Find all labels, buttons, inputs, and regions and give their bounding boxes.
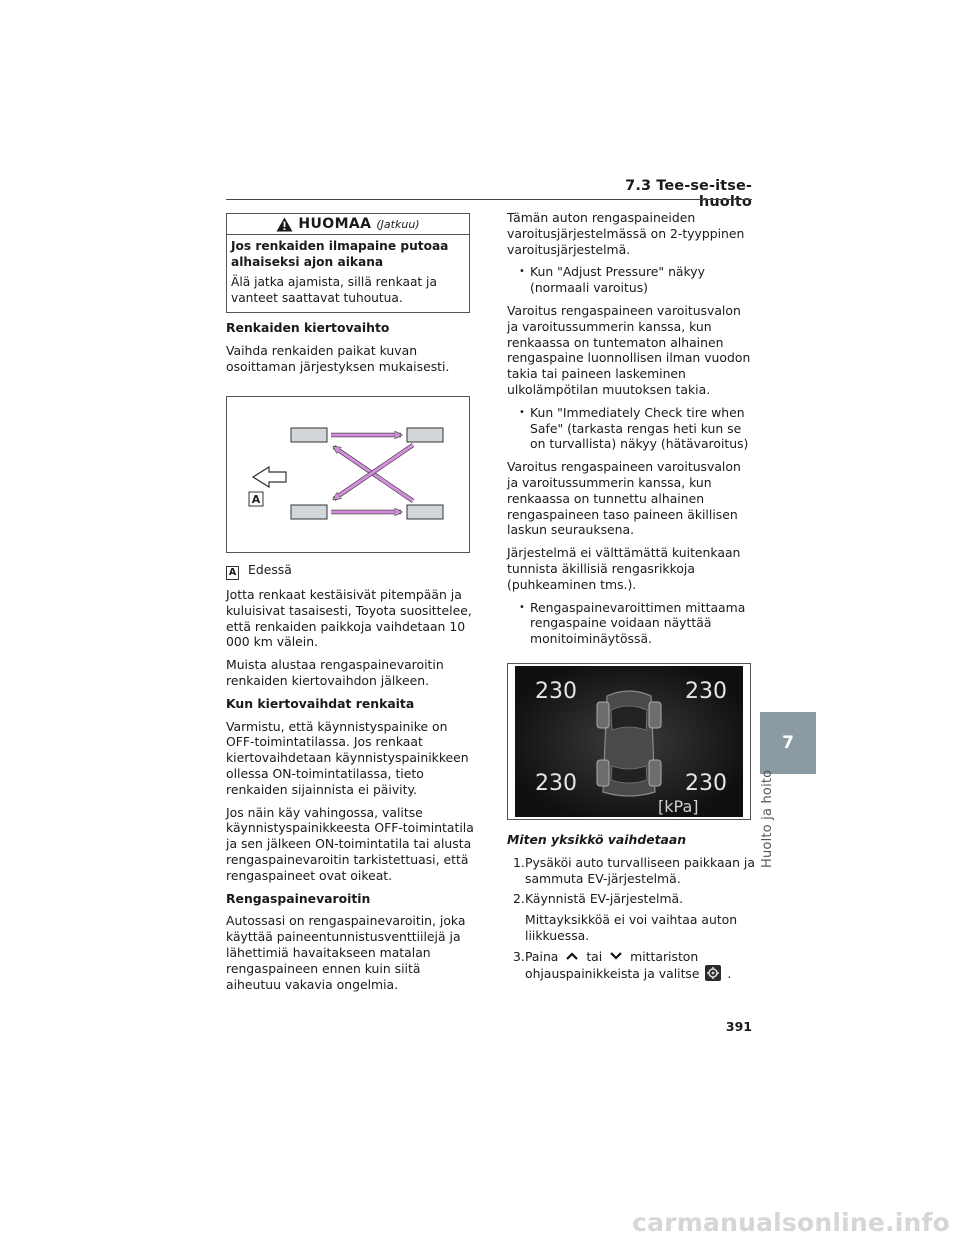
notice-text: Älä jatka ajamista, sillä renkaat ja vanteet saattavat tuhoutua. — [231, 275, 437, 305]
paragraph: Jotta renkaat kestäisivät pitempään ja kuluisivat tasaisesti, Toyota suosittelee, että renkaiden paikkoja vaihdetaan 10 000 km välein. — [226, 587, 472, 650]
notice-heading: Jos renkaiden ilmapaine putoaa alhaiseksi ajon aikana — [231, 239, 449, 269]
watermark: carmanualsonline.info — [632, 1208, 950, 1237]
notice-header — [227, 214, 469, 235]
notice-box — [226, 213, 470, 313]
car-top-view-icon — [597, 691, 661, 796]
right-column-top — [507, 210, 753, 654]
tire-front-left — [291, 428, 327, 442]
list-item: • Kun "Adjust Pressure" näkyy (normaali varoitus) — [519, 264, 753, 296]
legend-text: Edessä — [248, 562, 292, 577]
steps-list — [507, 855, 755, 982]
step-text: Pysäköi auto turvalliseen paikkaan ja sammuta EV-järjestelmä. — [525, 854, 755, 886]
multi-info-display — [515, 666, 743, 817]
step-note: Mittayksikköä ei voi vaihtaa auton liikkuessa. — [525, 912, 738, 943]
pressure-front-right: 230 — [685, 679, 727, 704]
pressure-unit: [kPa] — [658, 797, 699, 816]
tire-rotation-diagram — [227, 397, 469, 552]
step-number: 1. — [513, 854, 525, 870]
step-item — [507, 855, 755, 887]
left-column-bottom — [226, 562, 474, 999]
paragraph: Autossasi on rengaspainevaroitin, joka käyttää paineentunnistusventtiilejä ja lähettimiä havaitakseen matalan rengaspaineen ennen kuin siitä aiheutuu vakavia ongelmia. — [226, 913, 466, 992]
bullet-list — [507, 264, 753, 296]
notice-continued: (Jatkuu) — [376, 217, 420, 231]
paragraph: Varoitus rengaspaineen varoitusvalon ja varoitussummerin kanssa, kun renkaassa on tunnettu alhainen rengaspaineen taso paineen äkillisen laskun seurauksena. — [507, 459, 741, 538]
list-item: • Kun "Immediately Check tire when Safe" (tarkasta rengas heti kun se on turvallista) näkyy (hätävaroitus) — [519, 405, 753, 452]
header-divider — [226, 199, 752, 200]
tire-rear-left — [291, 505, 327, 519]
step-text-b: tai — [586, 948, 603, 964]
chapter-side-label — [752, 769, 784, 876]
step-number: 3. — [513, 948, 525, 964]
notice-body — [227, 235, 469, 315]
tire-rear-right — [407, 505, 443, 519]
paragraph: Vaihda renkaiden paikat kuvan osoittaman järjestyksen mukaisesti. — [226, 342, 450, 374]
notice-title: HUOMAA — [298, 216, 372, 232]
tire-front-right — [407, 428, 443, 442]
page-number: 391 — [725, 1019, 752, 1034]
front-label: A — [251, 493, 261, 506]
list-item: • Rengaspainevaroittimen mittaama rengaspaine voidaan näyttää monitoiminäytössä. — [519, 600, 753, 647]
paragraph: Muista alustaa rengaspainevaroitin renkaiden kiertovaihdon jälkeen. — [226, 657, 444, 688]
chapter-number: 7 — [782, 733, 794, 753]
step-text-c: mittariston ohjauspainikkeista ja valitse — [525, 948, 700, 981]
tpms-display-figure — [507, 663, 751, 820]
legend-key: A — [226, 566, 239, 580]
pressure-rear-right: 230 — [685, 771, 727, 796]
section-header: 7.3 Tee-se-itse-huolto — [625, 178, 752, 210]
front-direction-arrow-icon — [253, 467, 286, 487]
paragraph: Jos näin käy vahingossa, valitse käynnistyspainikkeesta OFF-toimintatila ja sen jälkeen ON-toimintatila tai alusta rengaspainevaroitin tarkistettuasi, että rengaspaineet ovat oikeat. — [226, 804, 474, 883]
step-item — [507, 949, 755, 982]
right-column-bottom — [507, 832, 755, 988]
paragraph: Järjestelmä ei välttämättä kuitenkaan tunnista äkillisiä rengasrikkoja (puhkeaminen tms.). — [507, 545, 741, 592]
left-column-top — [226, 320, 472, 381]
heading-when-rotating: Kun kiertovaihdat renkaita — [226, 695, 415, 711]
tire-rotation-figure — [226, 396, 470, 553]
figure-legend — [226, 562, 474, 580]
heading-change-unit: Miten yksikkö vaihdetaan — [507, 832, 687, 847]
paragraph: Varmistu, että käynnistyspainike on OFF-toimintatilassa. Jos renkaat kiertovaihdetaan käynnistyspainikkeen ollessa ON-toimintatilassa, tieto renkaiden sijainnista ei päivity. — [226, 718, 469, 797]
chevron-up-icon — [565, 951, 579, 961]
chapter-title: Huolto ja hoito — [760, 769, 775, 868]
pressure-rear-left: 230 — [535, 771, 577, 796]
heading-tire-rotation: Renkaiden kiertovaihto — [226, 320, 390, 335]
chevron-down-icon — [609, 951, 623, 961]
settings-gear-icon — [705, 965, 721, 981]
step-number: 2. — [513, 891, 525, 907]
bullet-list — [507, 600, 753, 647]
bullet-list — [507, 405, 753, 452]
heading-tpms: Rengaspainevaroitin — [226, 890, 371, 906]
warning-icon — [276, 217, 293, 232]
step-text-d: . — [727, 965, 732, 981]
step-text-a: Paina — [525, 948, 559, 964]
step-text: Käynnistä EV-järjestelmä. — [525, 891, 684, 907]
step-item — [507, 891, 755, 943]
paragraph: Tämän auton rengaspaineiden varoitusjärjestelmässä on 2-tyyppinen varoitusjärjestelmä. — [507, 210, 745, 257]
pressure-front-left: 230 — [535, 679, 577, 704]
paragraph: Varoitus rengaspaineen varoitusvalon ja varoitussummerin kanssa, kun renkaassa on tuntematon alhainen rengaspaine luonnollisen ilman vuodon takia tai paineen laskeminen ulkolämpötilan muutoksen takia. — [507, 302, 751, 397]
